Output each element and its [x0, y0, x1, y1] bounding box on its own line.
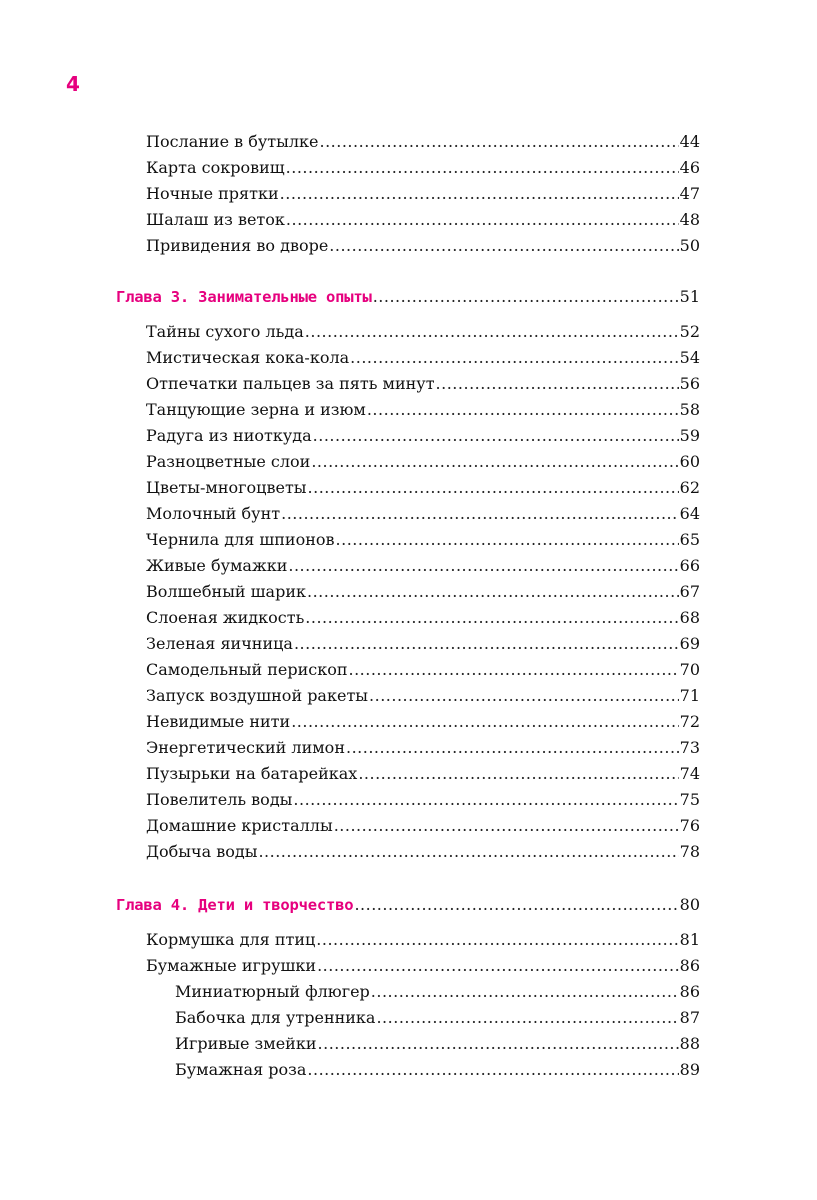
toc-entry-title: Живые бумажки [146, 556, 288, 575]
toc-entry-title: Запуск воздушной ракеты [146, 686, 369, 705]
toc-subentry-title: Игривые змейки [175, 1034, 317, 1053]
toc-entry-title: Энергетический лимон [146, 738, 345, 757]
dot-leader [291, 710, 678, 734]
toc-subentry[interactable] [175, 980, 700, 1004]
toc-entry-title: Молочный бунт [146, 504, 281, 523]
dot-leader [286, 156, 679, 180]
toc-entry-page: 65 [679, 530, 700, 549]
toc-entry-title: Отпечатки пальцев за пять минут [146, 374, 435, 393]
dot-leader [317, 954, 679, 978]
toc-entry-title: Домашние кристаллы [146, 816, 333, 835]
dot-leader [293, 788, 678, 812]
toc-entry-page: 46 [679, 158, 700, 177]
toc-entry-title: Послание в бутылке [146, 132, 319, 151]
toc-entry-page: 56 [679, 374, 700, 393]
toc-entry-title: Разноцветные слои [146, 452, 311, 471]
dot-leader [376, 1006, 678, 1030]
chapter-page: 80 [679, 895, 700, 914]
dot-leader [350, 346, 678, 370]
toc-entry[interactable] [146, 554, 700, 578]
dot-leader [316, 928, 678, 952]
toc-chapter-heading[interactable] [116, 893, 700, 917]
toc-entry-page: 71 [679, 686, 700, 705]
dot-leader [354, 893, 678, 917]
toc-entry[interactable] [146, 954, 700, 978]
toc-entry-title: Добыча воды [146, 842, 258, 861]
toc-entry-page: 72 [679, 712, 700, 731]
toc-entry[interactable] [146, 424, 700, 448]
toc-entry-title: Чернила для шпионов [146, 530, 335, 549]
dot-leader [371, 980, 679, 1004]
toc-entry-page: 67 [679, 582, 700, 601]
toc-entry-page: 68 [679, 608, 700, 627]
toc-entry-title: Тайны сухого льда [146, 322, 304, 341]
dot-leader [358, 762, 678, 786]
toc-entry-title: Мистическая кока-кола [146, 348, 350, 367]
toc-entry-page: 81 [679, 930, 700, 949]
dot-leader [288, 554, 678, 578]
dot-leader [305, 320, 679, 344]
toc-subentry-title: Бабочка для утренника [175, 1008, 376, 1027]
page-number: 4 [66, 72, 80, 96]
toc-entry[interactable] [146, 632, 700, 656]
dot-leader [311, 450, 678, 474]
toc-entry-title: Кормушка для птиц [146, 930, 316, 949]
dot-leader [334, 814, 679, 838]
toc-entry-page: 50 [679, 236, 700, 255]
toc-entry[interactable] [146, 130, 700, 154]
toc-entry-title: Волшебный шарик [146, 582, 306, 601]
toc-subentry-page: 88 [679, 1034, 700, 1053]
toc-entry-page: 73 [679, 738, 700, 757]
toc-entry[interactable] [146, 788, 700, 812]
toc-entry-title: Бумажные игрушки [146, 956, 317, 975]
chapter-page: 51 [679, 287, 700, 306]
toc-entry-title: Повелитель воды [146, 790, 293, 809]
toc-subentry-title: Бумажная роза [175, 1060, 307, 1079]
toc-entry[interactable] [146, 580, 700, 604]
dot-leader [286, 208, 679, 232]
dot-leader [373, 285, 679, 309]
toc-entry[interactable] [146, 372, 700, 396]
toc-entry[interactable] [146, 234, 700, 258]
dot-leader [280, 182, 679, 206]
toc-entry-page: 86 [679, 956, 700, 975]
toc-subentry-page: 89 [679, 1060, 700, 1079]
toc-entry[interactable] [146, 476, 700, 500]
toc-entry-title: Слоеная жидкость [146, 608, 305, 627]
dot-leader [346, 736, 679, 760]
toc-entry-page: 69 [679, 634, 700, 653]
toc-entry-page: 44 [679, 132, 700, 151]
toc-entry[interactable] [146, 346, 700, 370]
toc-entry[interactable] [146, 762, 700, 786]
dot-leader [294, 632, 679, 656]
toc-entry[interactable] [146, 606, 700, 630]
dot-leader [318, 1032, 679, 1056]
toc-entry[interactable] [146, 710, 700, 734]
toc-entry-title: Самодельный перископ [146, 660, 348, 679]
toc-entry-page: 54 [679, 348, 700, 367]
dot-leader [307, 580, 679, 604]
toc-entry[interactable] [146, 528, 700, 552]
toc-entry-page: 74 [679, 764, 700, 783]
dot-leader [305, 606, 678, 630]
toc-entry-page: 78 [679, 842, 700, 861]
toc-entry-title: Танцующие зерна и изюм [146, 400, 366, 419]
toc-entry-title: Шалаш из веток [146, 210, 285, 229]
toc-entry-page: 59 [679, 426, 700, 445]
chapter-title: Глава 4. Дети и творчество [116, 896, 354, 914]
toc-entry[interactable] [146, 182, 700, 206]
toc-entry[interactable] [146, 840, 700, 864]
dot-leader [369, 684, 679, 708]
toc-entry[interactable] [146, 928, 700, 952]
toc-entry-page: 47 [679, 184, 700, 203]
toc-entry[interactable] [146, 450, 700, 474]
chapter-title: Глава 3. Занимательные опыты [116, 288, 372, 306]
toc-entry-page: 66 [679, 556, 700, 575]
dot-leader [313, 424, 679, 448]
toc-entry-title: Привидения во дворе [146, 236, 329, 255]
toc-entry-page: 62 [679, 478, 700, 497]
toc-subentry-page: 87 [679, 1008, 700, 1027]
toc-entry-page: 58 [679, 400, 700, 419]
toc-entry-title: Карта сокровищ [146, 158, 285, 177]
toc-entry-page: 48 [679, 210, 700, 229]
toc-entry-title: Цветы-многоцветы [146, 478, 307, 497]
toc-entry[interactable] [146, 658, 700, 682]
dot-leader [329, 234, 678, 258]
toc-subentry[interactable] [175, 1058, 700, 1082]
toc-entry-page: 60 [679, 452, 700, 471]
toc-entry[interactable] [146, 736, 700, 760]
dot-leader [308, 476, 679, 500]
toc-subentry-title: Миниатюрный флюгер [175, 982, 370, 1001]
dot-leader [349, 658, 679, 682]
toc-entry[interactable] [146, 398, 700, 422]
toc-entry-page: 64 [679, 504, 700, 523]
toc-chapter-heading[interactable] [116, 285, 700, 309]
dot-leader [258, 840, 678, 864]
toc-entry[interactable] [146, 156, 700, 180]
dot-leader [336, 528, 679, 552]
toc-subentry[interactable] [175, 1006, 700, 1030]
toc-entry-page: 76 [679, 816, 700, 835]
toc-entry-title: Ночные прятки [146, 184, 279, 203]
dot-leader [281, 502, 679, 526]
toc-entry-title: Пузырьки на батарейках [146, 764, 358, 783]
toc-subentry[interactable] [175, 1032, 700, 1056]
toc-entry[interactable] [146, 684, 700, 708]
toc-entry[interactable] [146, 208, 700, 232]
toc-entry[interactable] [146, 814, 700, 838]
toc-entry-page: 52 [679, 322, 700, 341]
dot-leader [436, 372, 679, 396]
toc-entry-title: Невидимые нити [146, 712, 291, 731]
toc-entry[interactable] [146, 320, 700, 344]
toc-subentry-page: 86 [679, 982, 700, 1001]
toc-entry-title: Радуга из ниоткуда [146, 426, 312, 445]
dot-leader [320, 130, 679, 154]
toc-entry-title: Зеленая яичница [146, 634, 293, 653]
toc-entry[interactable] [146, 502, 700, 526]
toc-entry-page: 75 [679, 790, 700, 809]
dot-leader [367, 398, 679, 422]
toc-entry-page: 70 [679, 660, 700, 679]
dot-leader [307, 1058, 678, 1082]
